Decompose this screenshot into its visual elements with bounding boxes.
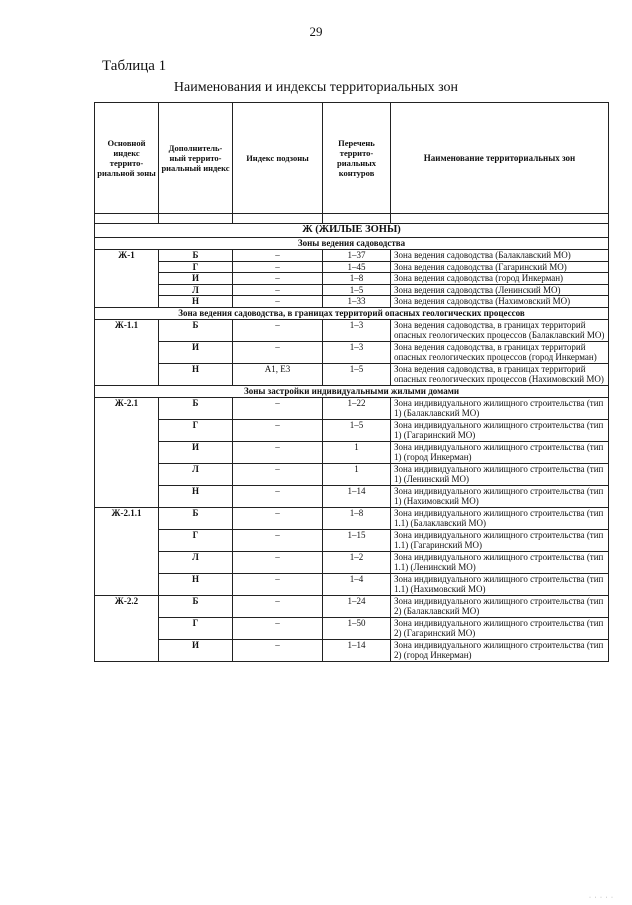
table-row xyxy=(95,273,609,285)
table-row xyxy=(95,463,609,485)
subzone-index-cell: – xyxy=(233,441,323,463)
table-body xyxy=(95,214,609,662)
extra-index-cell: Г xyxy=(159,529,233,551)
extra-index-cell: Б xyxy=(159,319,233,341)
table-row xyxy=(95,363,609,385)
extra-index-cell: Б xyxy=(159,507,233,529)
contours-cell: 1–33 xyxy=(323,296,391,308)
contours-cell: 1–4 xyxy=(323,573,391,595)
extra-index-cell: Н xyxy=(159,363,233,385)
main-index-cell: Ж-1 xyxy=(95,250,159,308)
section-row xyxy=(95,238,609,250)
section-title: Зона ведения садоводства, в границах территорий опасных геологических процессов xyxy=(95,307,609,319)
subzone-index-cell: – xyxy=(233,284,323,296)
table-title: Наименования и индексы территориальных зон xyxy=(173,80,459,95)
extra-index-cell: Н xyxy=(159,485,233,507)
subzone-index-cell: – xyxy=(233,529,323,551)
spacer-cell xyxy=(159,214,233,224)
table-row xyxy=(95,441,609,463)
contours-cell: 1–5 xyxy=(323,284,391,296)
main-section-row xyxy=(95,224,609,238)
contours-cell: 1–2 xyxy=(323,551,391,573)
page-number: 29 xyxy=(309,24,323,39)
zone-name-cell: Зона ведения садоводства, в границах территорий опасных геологических процессов (город Инкерман) xyxy=(391,341,609,363)
table-row xyxy=(95,261,609,273)
zone-name-cell: Зона ведения садоводства, в границах территорий опасных геологических процессов (Балаклавский МО) xyxy=(391,319,609,341)
subzone-index-cell: – xyxy=(233,573,323,595)
contours-cell: 1–24 xyxy=(323,595,391,617)
contours-cell: 1–5 xyxy=(323,419,391,441)
spacer-row xyxy=(95,214,609,224)
contours-cell: 1–3 xyxy=(323,319,391,341)
spacer-cell xyxy=(95,214,159,224)
zone-name-cell: Зона ведения садоводства (Ленинский МО) xyxy=(391,284,609,296)
extra-index-cell: Б xyxy=(159,250,233,262)
section-title: Зоны ведения садоводства xyxy=(95,238,609,250)
footer-mark: · · · · · xyxy=(589,895,614,901)
section-title: Зоны застройки индивидуальными жилыми домами xyxy=(95,385,609,397)
contours-cell: 1 xyxy=(323,463,391,485)
table-label: Таблица 1 xyxy=(102,58,167,74)
contours-cell: 1 xyxy=(323,441,391,463)
main-index-cell: Ж-1.1 xyxy=(95,319,159,385)
subzone-index-cell: – xyxy=(233,296,323,308)
table-row xyxy=(95,617,609,639)
table-row xyxy=(95,551,609,573)
extra-index-cell: Г xyxy=(159,617,233,639)
extra-index-cell: И xyxy=(159,341,233,363)
header-subzone-index: Индекс подзоны xyxy=(233,103,323,214)
table-row xyxy=(95,485,609,507)
contours-cell: 1–14 xyxy=(323,639,391,661)
zone-name-cell: Зона ведения садоводства (Балаклавский МО) xyxy=(391,250,609,262)
extra-index-cell: Л xyxy=(159,463,233,485)
subzone-index-cell: – xyxy=(233,485,323,507)
table-row xyxy=(95,341,609,363)
zone-name-cell: Зона индивидуального жилищного строительства (тип 1) (город Инкерман) xyxy=(391,441,609,463)
subzone-index-cell: – xyxy=(233,341,323,363)
contours-cell: 1–5 xyxy=(323,363,391,385)
section-row xyxy=(95,307,609,319)
extra-index-cell: Б xyxy=(159,397,233,419)
contours-cell: 1–8 xyxy=(323,507,391,529)
spacer-cell xyxy=(391,214,609,224)
zone-name-cell: Зона индивидуального жилищного строительства (тип 2) (город Инкерман) xyxy=(391,639,609,661)
zone-name-cell: Зона индивидуального жилищного строительства (тип 1.1) (Гагаринский МО) xyxy=(391,529,609,551)
contours-cell: 1–3 xyxy=(323,341,391,363)
subzone-index-cell: – xyxy=(233,419,323,441)
table-row xyxy=(95,573,609,595)
table-row xyxy=(95,319,609,341)
header-main-index: Основной индекс террито-риальной зоны xyxy=(95,103,159,214)
table-row xyxy=(95,397,609,419)
extra-index-cell: Б xyxy=(159,595,233,617)
section-row xyxy=(95,385,609,397)
zone-name-cell: Зона индивидуального жилищного строительства (тип 1.1) (Нахимовский МО) xyxy=(391,573,609,595)
table-row xyxy=(95,529,609,551)
zone-name-cell: Зона индивидуального жилищного строительства (тип 2) (Гагаринский МО) xyxy=(391,617,609,639)
zone-name-cell: Зона индивидуального жилищного строительства (тип 1) (Нахимовский МО) xyxy=(391,485,609,507)
table-row xyxy=(95,595,609,617)
header-zone-name: Наименование территориальных зон xyxy=(391,103,609,214)
subzone-index-cell: – xyxy=(233,250,323,262)
extra-index-cell: И xyxy=(159,273,233,285)
table-row xyxy=(95,639,609,661)
extra-index-cell: Н xyxy=(159,296,233,308)
table-row xyxy=(95,507,609,529)
main-index-cell: Ж-2.1 xyxy=(95,397,159,507)
extra-index-cell: И xyxy=(159,639,233,661)
header-contours: Перечень террито-риальных контуров xyxy=(323,103,391,214)
main-section-title: Ж (ЖИЛЫЕ ЗОНЫ) xyxy=(95,224,609,238)
zone-name-cell: Зона индивидуального жилищного строительства (тип 1.1) (Балаклавский МО) xyxy=(391,507,609,529)
table-row xyxy=(95,296,609,308)
contours-cell: 1–14 xyxy=(323,485,391,507)
table-row xyxy=(95,250,609,262)
subzone-index-cell: – xyxy=(233,507,323,529)
subzone-index-cell: – xyxy=(233,273,323,285)
zone-name-cell: Зона индивидуального жилищного строительства (тип 1) (Балаклавский МО) xyxy=(391,397,609,419)
subzone-index-cell: – xyxy=(233,261,323,273)
extra-index-cell: Н xyxy=(159,573,233,595)
zone-name-cell: Зона ведения садоводства (город Инкерман) xyxy=(391,273,609,285)
zone-name-cell: Зона индивидуального жилищного строительства (тип 1.1) (Ленинский МО) xyxy=(391,551,609,573)
table-row xyxy=(95,284,609,296)
main-index-cell: Ж-2.1.1 xyxy=(95,507,159,595)
table-row xyxy=(95,419,609,441)
extra-index-cell: Г xyxy=(159,261,233,273)
zone-name-cell: Зона ведения садоводства, в границах территорий опасных геологических процессов (Нахимовский МО) xyxy=(391,363,609,385)
contours-cell: 1–37 xyxy=(323,250,391,262)
zone-name-cell: Зона индивидуального жилищного строительства (тип 1) (Ленинский МО) xyxy=(391,463,609,485)
contours-cell: 1–45 xyxy=(323,261,391,273)
subzone-index-cell: – xyxy=(233,595,323,617)
zone-name-cell: Зона индивидуального жилищного строительства (тип 1) (Гагаринский МО) xyxy=(391,419,609,441)
zones-table xyxy=(94,102,609,662)
zone-name-cell: Зона ведения садоводства (Нахимовский МО) xyxy=(391,296,609,308)
subzone-index-cell: – xyxy=(233,639,323,661)
extra-index-cell: И xyxy=(159,441,233,463)
subzone-index-cell: – xyxy=(233,617,323,639)
spacer-cell xyxy=(233,214,323,224)
subzone-index-cell: – xyxy=(233,397,323,419)
subzone-index-cell: – xyxy=(233,463,323,485)
contours-cell: 1–22 xyxy=(323,397,391,419)
header-row xyxy=(95,103,609,214)
zone-name-cell: Зона ведения садоводства (Гагаринский МО) xyxy=(391,261,609,273)
extra-index-cell: Л xyxy=(159,551,233,573)
contours-cell: 1–50 xyxy=(323,617,391,639)
subzone-index-cell: А1, Е3 xyxy=(233,363,323,385)
contours-cell: 1–8 xyxy=(323,273,391,285)
zone-name-cell: Зона индивидуального жилищного строительства (тип 2) (Балаклавский МО) xyxy=(391,595,609,617)
extra-index-cell: Л xyxy=(159,284,233,296)
extra-index-cell: Г xyxy=(159,419,233,441)
subzone-index-cell: – xyxy=(233,319,323,341)
contours-cell: 1–15 xyxy=(323,529,391,551)
main-index-cell: Ж-2.2 xyxy=(95,595,159,661)
header-extra-index: Дополнитель-ный террито-риальный индекс xyxy=(159,103,233,214)
spacer-cell xyxy=(323,214,391,224)
subzone-index-cell: – xyxy=(233,551,323,573)
